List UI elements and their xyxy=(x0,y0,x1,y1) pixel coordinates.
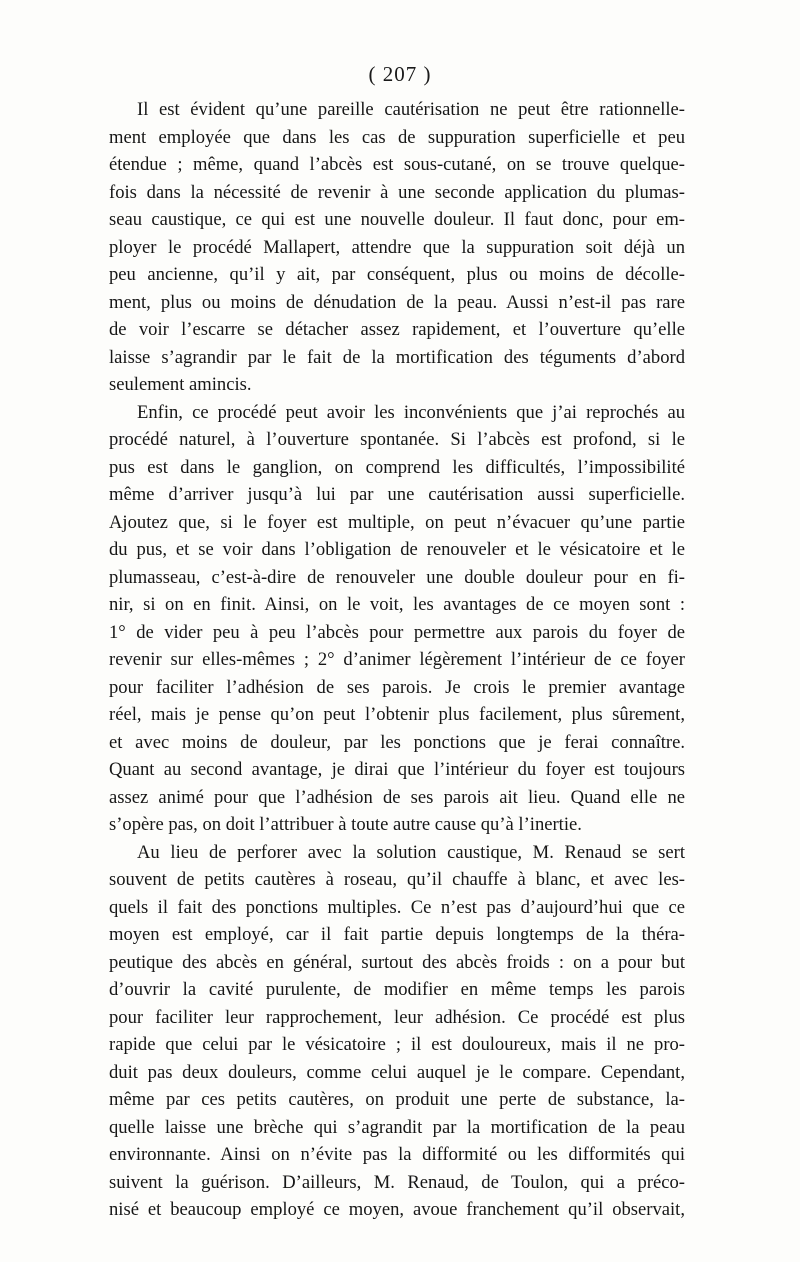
text-line: quelle laisse une brèche qui s’agrandit par la mortification de la peau xyxy=(109,1116,685,1138)
text-line: seau caustique, ce qui est une nouvelle douleur. Il faut donc, pour em- xyxy=(109,209,685,230)
text-line: et avec moins de douleur, par les ponctions que je ferai connaître. xyxy=(109,731,685,753)
text-line: rapide que celui par le vésicatoire ; il est douloureux, mais il ne pro- xyxy=(109,1034,685,1055)
text-line: Ajoutez que, si le foyer est multiple, on peut n’évacuer qu’une partie xyxy=(109,511,685,533)
text-line: 1° de vider peu à peu l’abcès pour permettre aux parois du foyer de xyxy=(109,621,685,643)
text-line: Quant au second avantage, je dirai que l’intérieur du foyer est toujours xyxy=(109,759,685,780)
text-line: peu ancienne, qu’il y ait, par conséquent, plus ou moins de décolle- xyxy=(109,264,685,285)
text-line: ployer le procédé Mallapert, attendre que la suppuration soit déjà un xyxy=(109,236,685,258)
text-line: du pus, et se voir dans l’obligation de renouveler et le vésicatoire et le xyxy=(109,539,685,560)
text-line: ment employée que dans les cas de suppuration superficielle et peu xyxy=(109,126,685,148)
text-line: assez animé pour que l’adhésion de ses parois ait lieu. Quand elle ne xyxy=(109,786,685,808)
text-line: fois dans la nécessité de revenir à une seconde application du plumas- xyxy=(109,181,685,203)
page-number: ( 207 ) xyxy=(368,62,432,86)
text-line: réel, mais je pense qu’on peut l’obtenir plus facilement, plus sûrement, xyxy=(109,704,685,725)
text-line: quels il fait des ponctions multiples. Ce n’est pas d’aujourd’hui que ce xyxy=(109,896,685,918)
text-line: seulement amincis. xyxy=(109,374,252,395)
text-line: suivent la guérison. D’ailleurs, M. Renaud, de Toulon, qui a préco- xyxy=(109,1171,685,1193)
text-line: pour faciliter l’adhésion de ses parois. Je crois le premier avantage xyxy=(109,676,685,698)
text-line: étendue ; même, quand l’abcès est sous-cutané, on se trouve quelque- xyxy=(109,154,685,175)
text-line: plumasseau, c’est-à-dire de renouveler une double douleur pour en fi- xyxy=(109,566,685,588)
text-line: même d’arriver jusqu’à lui par une cautérisation aussi superficielle. xyxy=(109,484,685,505)
text-line: pus est dans le ganglion, on comprend les difficultés, l’impossibilité xyxy=(109,456,685,478)
text-line: Il est évident qu’une pareille cautérisation ne peut être rationnelle- xyxy=(137,99,685,120)
text-line: Enfin, ce procédé peut avoir les inconvénients que j’ai reprochés au xyxy=(137,401,685,423)
text-line: Au lieu de perforer avec la solution caustique, M. Renaud se sert xyxy=(137,841,685,863)
text-line: pour faciliter leur rapprochement, leur adhésion. Ce procédé est plus xyxy=(109,1006,685,1028)
text-line: souvent de petits cautères à roseau, qu’il chauffe à blanc, et avec les- xyxy=(109,869,685,890)
text-line: moyen est employé, car il fait partie depuis longtemps de la théra- xyxy=(109,924,685,945)
text-line: duit pas deux douleurs, comme celui auquel je le compare. Cependant, xyxy=(109,1061,685,1083)
text-line: revenir sur elles-mêmes ; 2° d’animer légèrement l’intérieur de ce foyer xyxy=(109,649,685,670)
text-line: nisé et beaucoup employé ce moyen, avoue franchement qu’il observait, xyxy=(109,1199,685,1220)
text-line: environnante. Ainsi on n’évite pas la difformité ou les difformités qui xyxy=(109,1144,685,1165)
text-line: s’opère pas, on doit l’attribuer à toute autre cause qu’à l’inertie. xyxy=(109,814,582,835)
text-line: d’ouvrir la cavité purulente, de modifier en même temps les parois xyxy=(109,979,685,1000)
text-line: procédé naturel, à l’ouverture spontanée. Si l’abcès est profond, si le xyxy=(109,429,685,450)
body-text xyxy=(109,96,685,1224)
text-line: nir, si on en finit. Ainsi, on le voit, les avantages de ce moyen sont : xyxy=(109,594,685,615)
text-line: peutique des abcès en général, surtout des abcès froids : on a pour but xyxy=(109,951,685,973)
text-line: laisse s’agrandir par le fait de la mortification des téguments d’abord xyxy=(109,346,685,368)
text-line: ment, plus ou moins de dénudation de la peau. Aussi n’est-il pas rare xyxy=(109,291,685,313)
text-line: même par ces petits cautères, on produit une perte de substance, la- xyxy=(109,1089,685,1110)
text-line: de voir l’escarre se détacher assez rapidement, et l’ouverture qu’elle xyxy=(109,319,685,340)
